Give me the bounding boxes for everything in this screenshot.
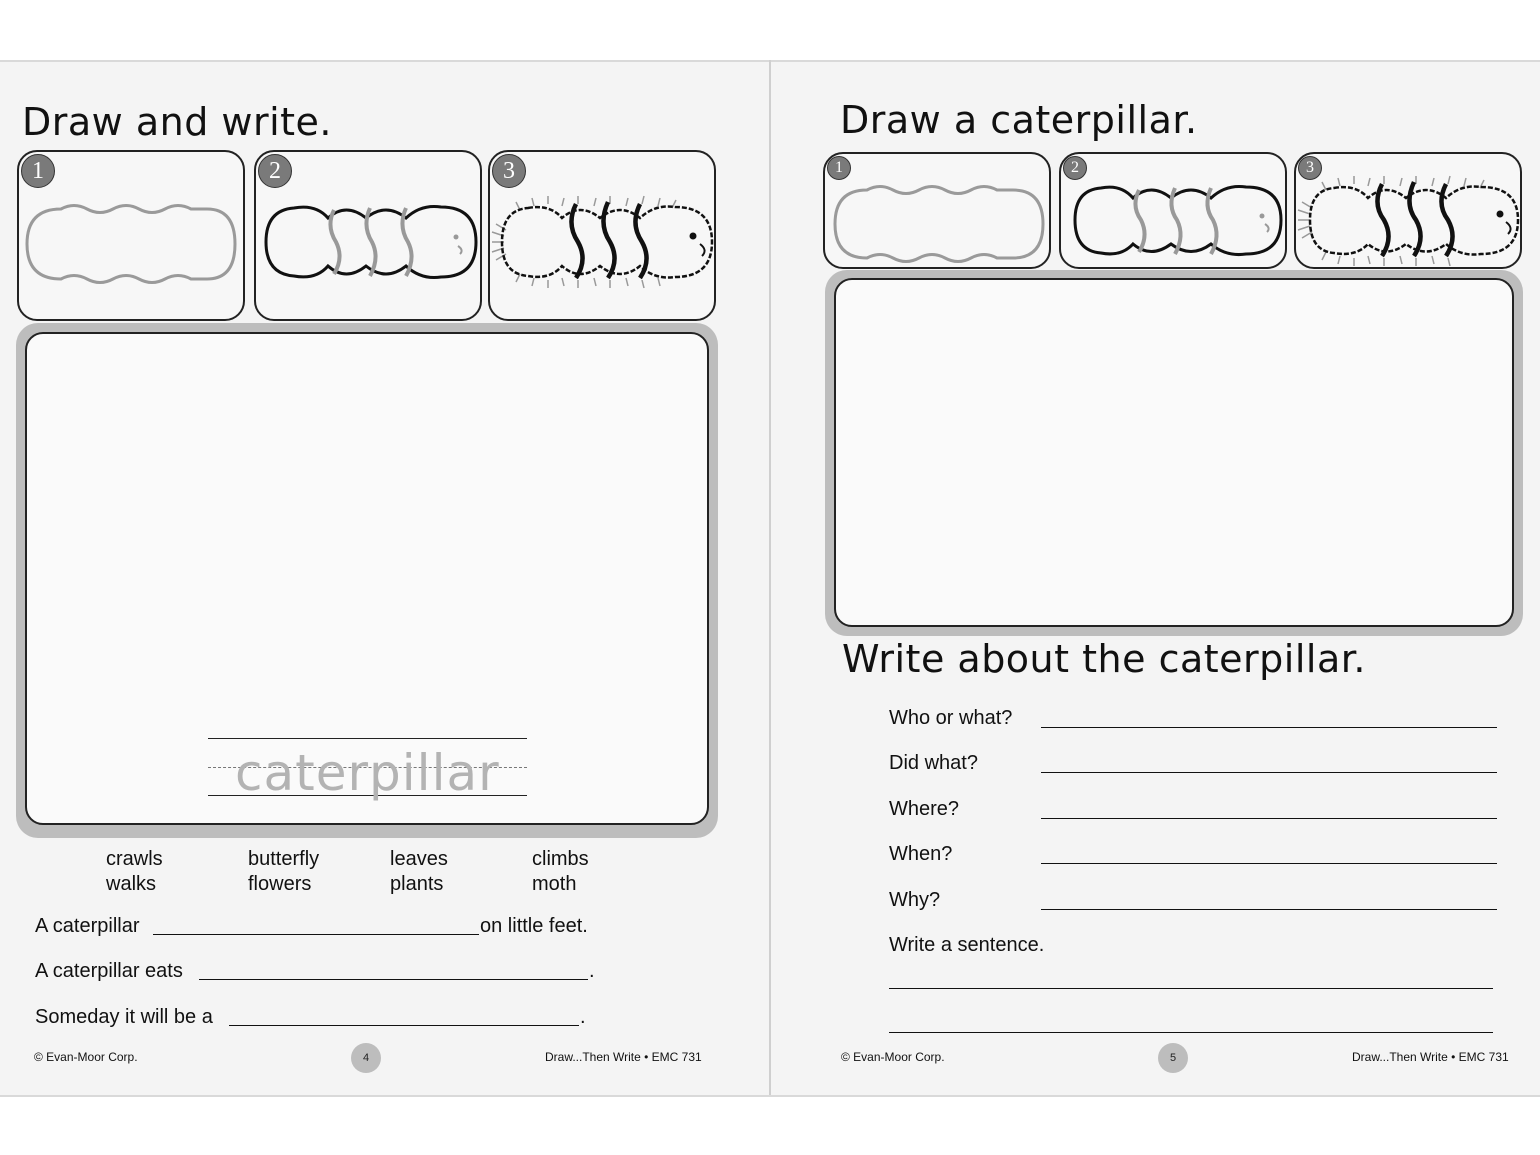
caterpillar-segments-icon	[256, 152, 484, 323]
caterpillar-outline-icon	[825, 154, 1053, 271]
caterpillar-furry-icon	[490, 152, 718, 323]
right-drawing-area[interactable]	[834, 278, 1514, 627]
step-number-badge: 1	[21, 154, 55, 188]
right-page-subtitle: Write about the caterpillar.	[842, 637, 1366, 681]
book-reference: Draw...Then Write • EMC 731	[1352, 1050, 1509, 1064]
sentence-3-start: Someday it will be a	[35, 1006, 213, 1028]
sentence-3-end: .	[580, 1006, 586, 1028]
answer-line[interactable]	[1041, 909, 1497, 910]
word-bank-item: crawls	[106, 848, 163, 870]
sentence-1-end: on little feet.	[480, 915, 588, 937]
right-page-title: Draw a caterpillar.	[840, 98, 1198, 142]
trace-top-line	[208, 738, 527, 739]
word-bank-item: flowers	[248, 873, 312, 895]
answer-line[interactable]	[1041, 727, 1497, 728]
left-step-2-panel	[254, 150, 482, 321]
question-label: When?	[889, 843, 953, 865]
sentence-prompt: Write a sentence.	[889, 934, 1045, 956]
step-number-badge: 2	[1063, 156, 1087, 180]
copyright-text: © Evan-Moor Corp.	[34, 1050, 138, 1064]
word-bank-item: butterfly	[248, 848, 320, 870]
sentence-2-start: A caterpillar eats	[35, 960, 183, 982]
right-step-3-panel	[1294, 152, 1522, 269]
left-step-1-panel	[17, 150, 245, 321]
caterpillar-furry-icon	[1296, 154, 1524, 271]
caterpillar-segments-icon	[1061, 154, 1289, 271]
book-reference: Draw...Then Write • EMC 731	[545, 1050, 702, 1064]
sentence-line-1[interactable]	[889, 988, 1493, 989]
page-gutter	[769, 60, 771, 1095]
word-bank-item: walks	[106, 873, 157, 895]
word-bank-item: climbs	[532, 848, 589, 870]
step-number-badge: 3	[492, 154, 526, 188]
sentence-1-start: A caterpillar	[35, 915, 140, 937]
step-number-badge: 2	[258, 154, 292, 188]
sentence-3-blank[interactable]	[229, 1025, 579, 1026]
left-step-3-panel	[488, 150, 716, 321]
right-step-1-panel	[823, 152, 1051, 269]
question-label: Did what?	[889, 752, 978, 774]
word-bank-item: moth	[532, 873, 577, 895]
page-number: 4	[351, 1043, 381, 1073]
answer-line[interactable]	[1041, 863, 1497, 864]
copyright-text: © Evan-Moor Corp.	[841, 1050, 945, 1064]
sentence-1-blank[interactable]	[153, 934, 479, 935]
question-label: Why?	[889, 889, 941, 911]
trace-word: caterpillar	[235, 744, 500, 802]
sentence-2-end: .	[589, 960, 595, 982]
question-label: Where?	[889, 798, 960, 820]
caterpillar-outline-icon	[19, 152, 247, 323]
sentence-line-2[interactable]	[889, 1032, 1493, 1033]
right-step-2-panel	[1059, 152, 1287, 269]
left-page-title: Draw and write.	[22, 100, 333, 144]
word-bank-item: leaves	[390, 848, 448, 870]
word-bank-item: plants	[390, 873, 444, 895]
page-number: 5	[1158, 1043, 1188, 1073]
question-label: Who or what?	[889, 707, 1013, 729]
answer-line[interactable]	[1041, 818, 1497, 819]
sentence-2-blank[interactable]	[199, 979, 588, 980]
step-number-badge: 1	[827, 156, 851, 180]
answer-line[interactable]	[1041, 772, 1497, 773]
step-number-badge: 3	[1298, 156, 1322, 180]
